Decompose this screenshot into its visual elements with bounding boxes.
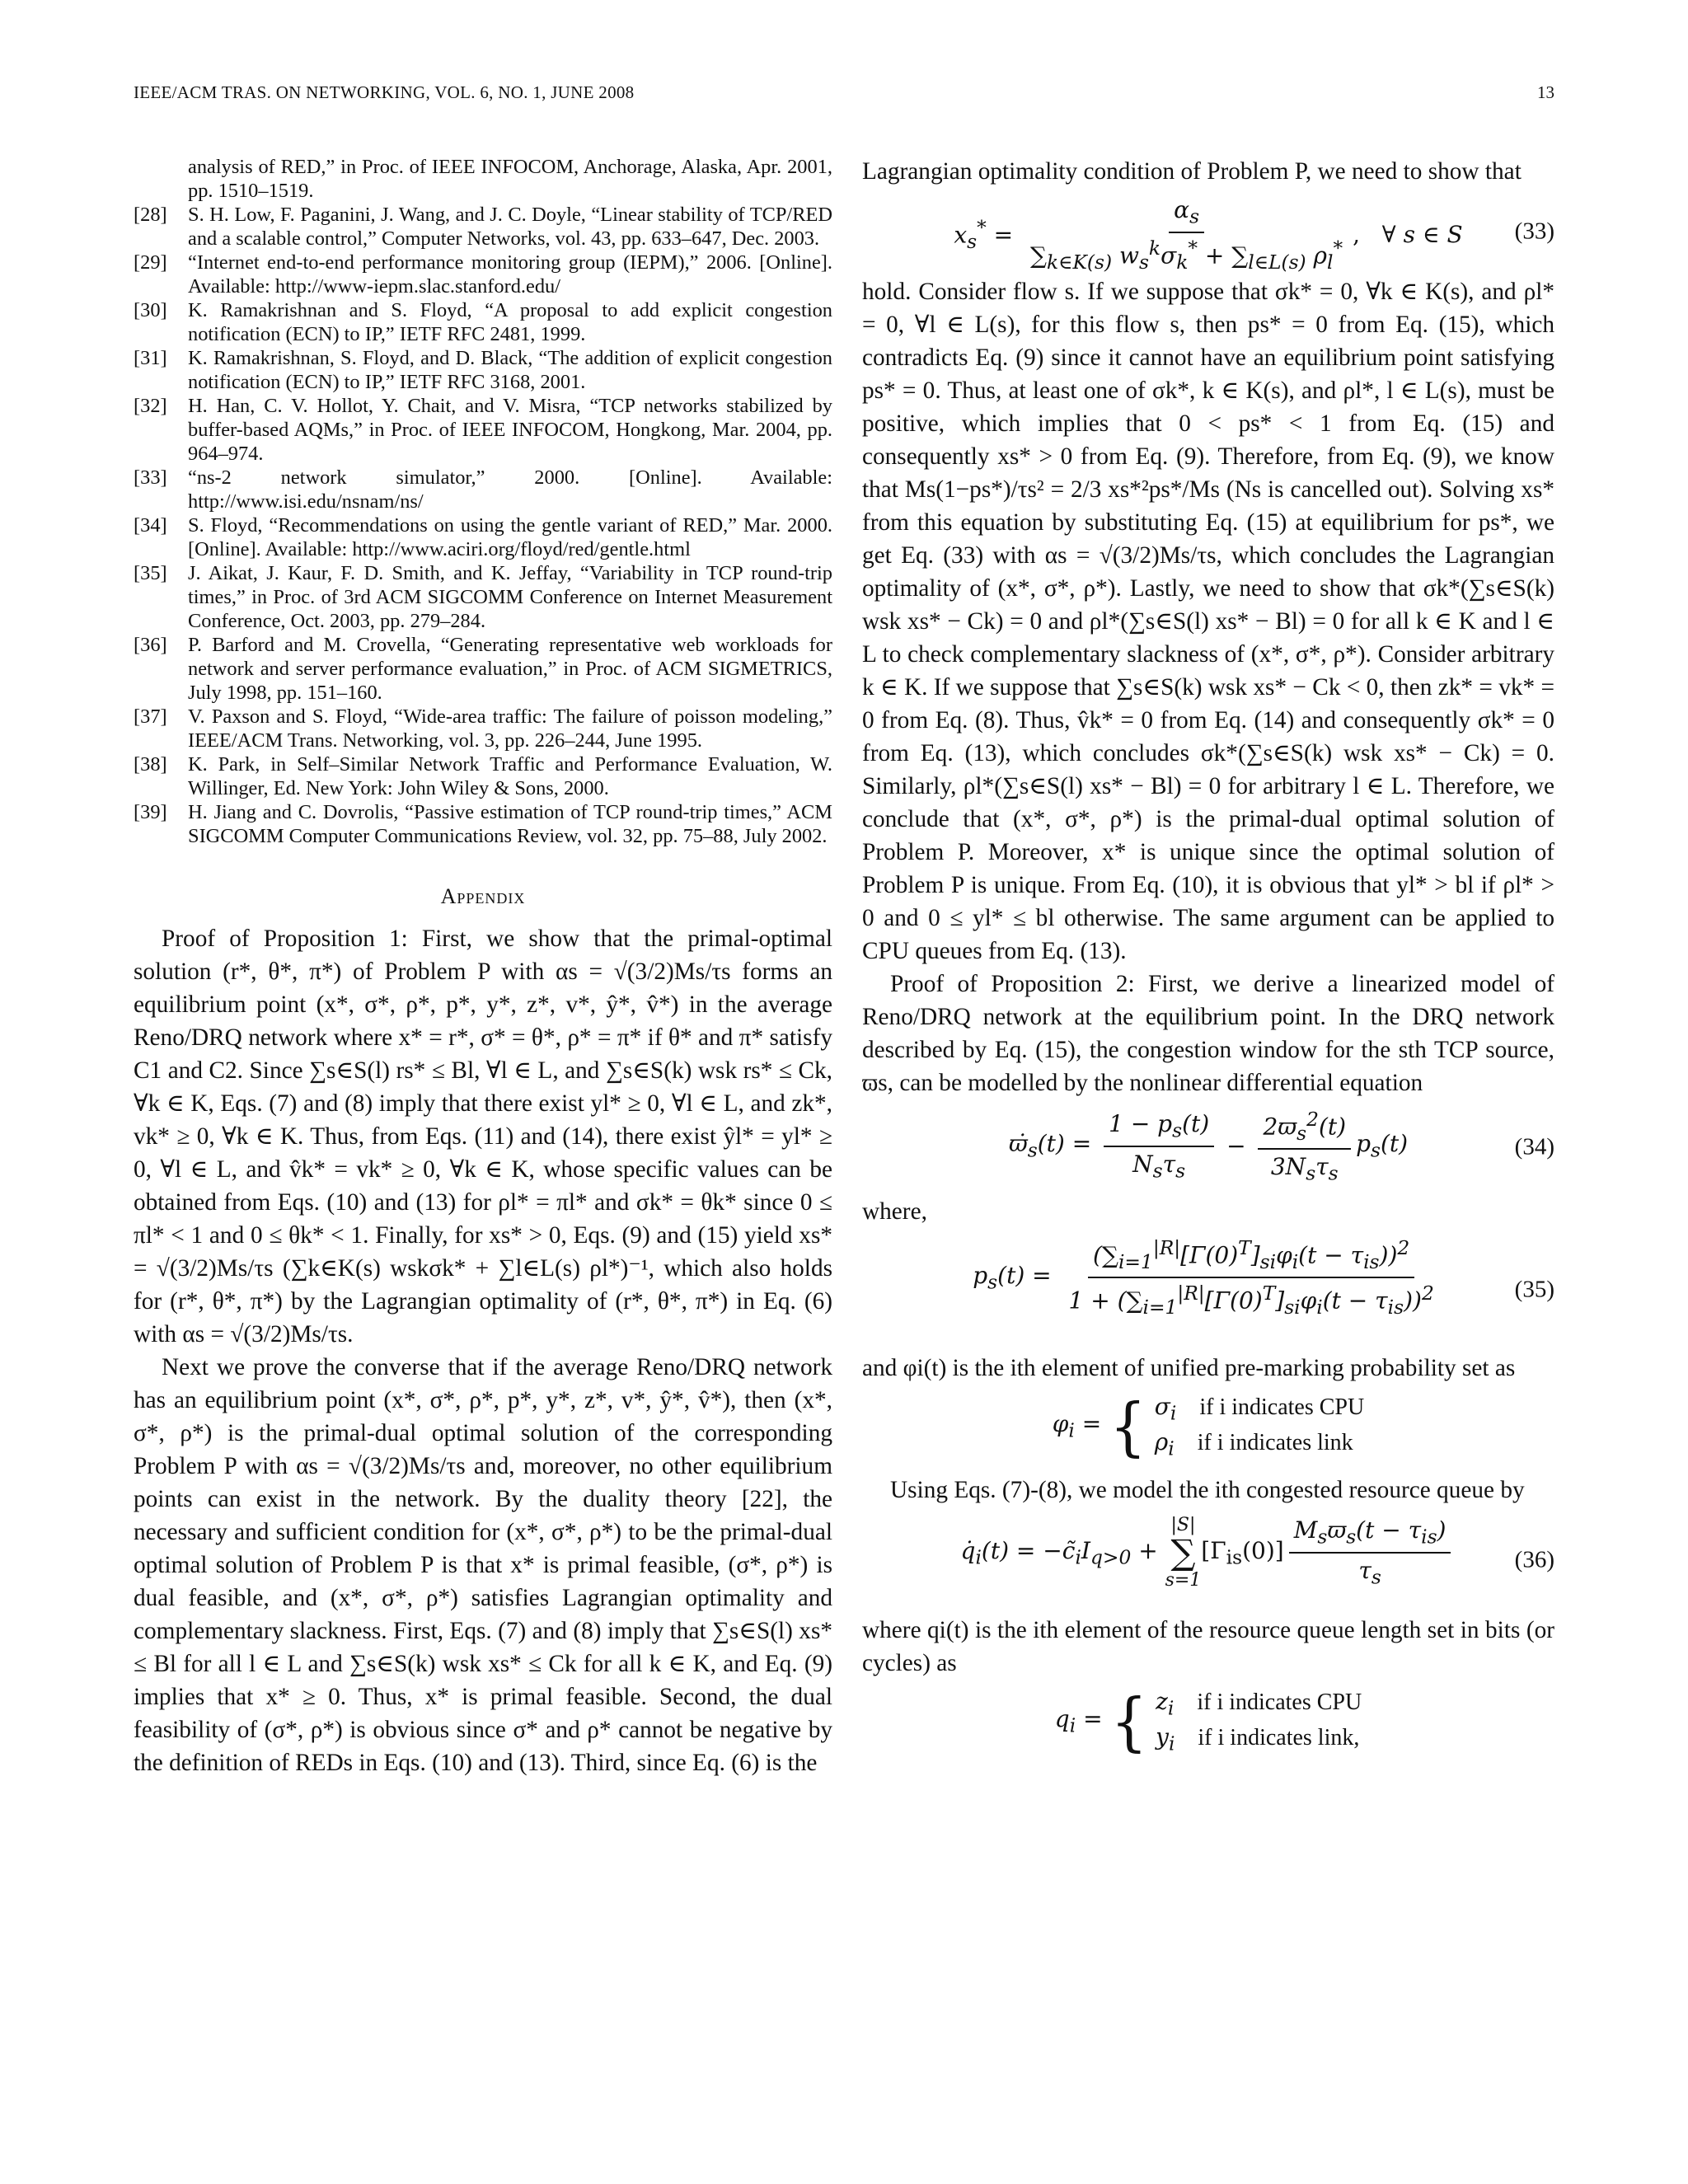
equation-33-body: $x_s^*$ = $\frac{\alpha_s}{\sum_{k\in K(s)} w_s^k\sigma_k^* + \sum_{l\in L(s)} \rho_l^*}$ , ∀ s ∈ S xyxy=(954,196,1463,274)
reference-item: analysis of RED,” in Proc. of IEEE INFOCOM, Anchorage, Alaska, Apr. 2001, pp. 1510–1519. xyxy=(188,156,832,202)
page-number: 13 xyxy=(1537,82,1554,102)
reference-item: [33] “ns-2 network simulator,” 2000. [Online]. Available: http://www.isi.edu/nsnam/ns/ xyxy=(134,466,832,513)
proof-1-paragraph: Proof of Proposition 1: First, we show that the primal-optimal solution (r*, θ*, π*) of Problem P with αs = √(3/2)Ms/τs forms an equilibrium point (x*, σ*, ρ*, p*, y*, z*, v*, ŷ*, v̂*) in the average Reno/DRQ network where x* = r*, σ* = θ*, ρ* = π* if θ* and π* satisfy C1 and C2. Since ∑s∈S(l) rs* ≤ Bl, ∀l ∈ L, and ∑s∈S(k) wsk rs* ≤ Ck, ∀k ∈ K, Eqs. (7) and (8) imply that there exist yl* ≥ 0, ∀l ∈ L, and zk*, vk* ≥ 0, ∀k ∈ K. Thus, from Eqs. (11) and (14), there exist ŷl* = yl* ≥ 0, ∀l ∈ L, and v̂k* = vk* ≥ 0, ∀k ∈ K, whose specific values can be obtained from Eqs. (10) and (13) for ρl* = πl* and σk* = θk* since 0 ≤ πl* < 1 and 0 ≤ θk* < 1. Finally, for xs* > 0, Eqs. (9) and (15) yield xs* = √(3/2)Ms/τs (∑k∈K(s) wskσk* + ∑l∈L(s) ρl*)⁻¹, which also holds for (r*, θ*, π*) by the Lagrangian optimality of (r*, θ*, π*) in Eq. (6) with αs = √(3/2)Ms/τs. xyxy=(134,926,832,1347)
equation-34-body: $ϖ̇_s(t)$ = $\frac{1 - p_s(t)}{N_s\tau_s}$ − $\frac{2ϖ_s^2(t)}{3N_s\tau_s}$ $p_s(t)$ xyxy=(1008,1108,1409,1185)
appendix-heading: Appendix xyxy=(440,884,526,908)
equation-34-number: (34) xyxy=(1514,1133,1554,1160)
reference-list xyxy=(134,155,832,848)
reference-item: [34] S. Floyd, “Recommendations on using the gentle variant of RED,” Mar. 2000. [Online]. Available: http://www.aciri.org/floyd/red/gentle.html xyxy=(134,514,832,560)
equation-35-body: $p_s(t)$ = $\frac{(\sum_{i=1}^{|R|}[\Gamma(0)^T]_{si}\varphi_i(t - \tau_{is}))^2}{1 + (\sum_{i=1}^{|R|}[\Gamma(0)^T]_{si}\varphi_i(t - \tau_{is}))^2}$ xyxy=(973,1236,1434,1319)
cases-q-body: $q_i$ = { $z_i$ if i indicates CPU $y_i$ if i indicates link, xyxy=(1054,1684,1362,1759)
queue-model-paragraph: Using Eqs. (7)-(8), we model the ith congested resource queue by xyxy=(890,1477,1525,1503)
case-phi-link: if i indicates link xyxy=(1197,1429,1353,1455)
case-phi-cpu: if i indicates CPU xyxy=(1199,1394,1365,1420)
reference-item: [29] “Internet end-to-end performance monitoring group (IEPM),” 2006. [Online]. Available: http://www-iepm.slac.stanford.edu/ xyxy=(134,251,832,298)
reference-item: [39] H. Jiang and C. Dovrolis, “Passive estimation of TCP round-trip times,” ACM SIGCOMM Computer Communications Review, vol. 32, pp. 75–88, July 2002. xyxy=(134,801,832,847)
cases-phi-body: $\varphi_i$ = { $\sigma_i$ if i indicates CPU $\rho_i$ if i indicates link xyxy=(1052,1389,1365,1464)
reference-item: [37] V. Paxson and S. Floyd, “Wide-area traffic: The failure of poisson modeling,” IEEE/ACM Trans. Networking, vol. 3, pp. 226–244, June 1995. xyxy=(134,705,832,752)
right-column xyxy=(862,155,1554,1765)
reference-item: [38] K. Park, in Self–Similar Network Traffic and Performance Evaluation, W. Willinger, Ed. New York: John Wiley & Sons, 2000. xyxy=(134,753,832,799)
where-label: where, xyxy=(862,1198,927,1225)
unified-marking-paragraph: and φi(t) is the ith element of unified pre-marking probability set as xyxy=(862,1355,1516,1381)
equation-33-number: (33) xyxy=(1514,218,1554,245)
equation-35 xyxy=(862,1236,1554,1343)
equation-33 xyxy=(862,196,1554,274)
cases-phi xyxy=(862,1389,1554,1464)
reference-item: [31] K. Ramakrishnan, S. Floyd, and D. Black, “The addition of explicit congestion notification (ECN) to IP,” IETF RFC 3168, 2001. xyxy=(134,347,832,393)
reference-item: [32] H. Han, C. V. Hollot, Y. Chait, and V. Misra, “TCP networks stabilized by buffer-based AQMs,” in Proc. of IEEE INFOCOM, Hongkong, Mar. 2004, pp. 964–974. xyxy=(134,395,832,465)
reference-item: [35] J. Aikat, J. Kaur, F. D. Smith, and K. Jeffay, “Variability in TCP round-trip times,” in Proc. of 3rd ACM SIGCOMM Conference on Internet Measurement Conference, Oct. 2003, pp. 279–284. xyxy=(134,562,832,632)
reference-item: [28] S. H. Low, F. Paganini, J. Wang, and J. C. Doyle, “Linear stability of TCP/RED and a scalable control,” Computer Networks, vol. 43, pp. 633–647, Dec. 2003. xyxy=(134,204,832,250)
equation-34 xyxy=(862,1108,1554,1187)
lagrangian-intro: Lagrangian optimality condition of Problem P, we need to show that xyxy=(862,158,1522,185)
equation-36-body: $q̇_i(t)$ = $-c̃_iI_{q>0}$ + |S| ∑ s=1 $[\Gamma_{is}(0)]$ $\frac{M_sϖ_s(t - \tau_{is})}{\tau_s}$ xyxy=(862,1515,1554,1591)
reference-item: [36] P. Barford and M. Crovella, “Generating representative web workloads for network and server performance evaluation,” in Proc. of ACM SIGMETRICS, July 1998, pp. 151–160. xyxy=(134,634,832,704)
equation-35-number: (35) xyxy=(1514,1276,1554,1303)
equation-36 xyxy=(862,1515,1554,1605)
left-column xyxy=(134,155,832,1779)
complementary-slackness-paragraph: hold. Consider flow s. If we suppose that σk* = 0, ∀k ∈ K(s), and ρl* = 0, ∀l ∈ L(s), for this flow s, then ps* = 0 from Eq. (15), which contradicts Eq. (9) since it cannot have an equilibrium point satisfying ps* = 0. Thus, at least one of σk*, k ∈ K(s), and ρl*, l ∈ L(s), must be positive, which implies that 0 < ps* < 1 from Eq. (15) and consequently xs* > 0 from Eq. (9). Therefore, from Eq. (9), we know that Ms(1−ps*)/τs² = 2/3 xs*²ps*/Ms (Ns is cancelled out). Solving xs* from this equation by substituting Eq. (15) at equilibrium for ps*, we get Eq. (33) with αs = √(3/2)Ms/τs, which concludes the Lagrangian optimality of (x*, σ*, ρ*). Lastly, we need to show that σk*(∑s∈S(k) wsk xs* − Ck) = 0 and ρl*(∑s∈S(l) xs* − Bl) = 0 for all k ∈ K and l ∈ L to check complementary slackness of (x*, σ*, ρ*). Consider arbitrary k ∈ K. If we suppose that ∑s∈S(k) wsk xs* − Ck < 0, then zk* = vk* = 0 from Eq. (8). Thus, v̂k* = 0 from Eq. (14) and consequently σk* = 0 from Eq. (13), which concludes σk*(∑s∈S(k) wsk xs* − Ck) = 0. Similarly, ρl*(∑s∈S(l) xs* − Bl) = 0 for arbitrary l ∈ L. Therefore, we conclude that (x*, σ*, ρ*) is the primal-dual optimal solution of Problem P. Moreover, x* is unique since the optimal solution of Problem P is unique. From Eq. (10), it is obvious that yl* > bl if ρl* > 0 and 0 ≤ yl* ≤ bl otherwise. The same argument can be applied to CPU queues from Eq. (13). xyxy=(862,279,1554,964)
case-q-cpu: if i indicates CPU xyxy=(1197,1690,1362,1715)
proof-2-paragraph: Proof of Proposition 2: First, we derive a linearized model of Reno/DRQ network at the equilibrium point. In the DRQ network described by Eq. (15), the congestion window for the sth TCP source, ϖs, can be modelled by the nonlinear differential equation xyxy=(862,971,1554,1096)
queue-length-paragraph: where qi(t) is the ith element of the resource queue length set in bits (or cycles) as xyxy=(862,1617,1554,1676)
running-header: IEEE/ACM TRAS. ON NETWORKING, VOL. 6, NO. 1, JUNE 2008 xyxy=(134,82,635,102)
converse-paragraph: Next we prove the converse that if the average Reno/DRQ network has an equilibrium point (x*, σ*, ρ*, p*, y*, z*, v*, ŷ*, v̂*), then (x*, σ*, ρ*) is the primal-dual optimal solution of the corresponding Problem P with αs = √(3/2)Ms/τs and, moreover, no other equilibrium points can exist in the network. By the duality theory [22], the necessary and sufficient condition for (x*, σ*, ρ*) to be the primal-dual optimal solution of Problem P is that x* is primal feasible, (σ*, ρ*) is dual feasible, and (x*, σ*, ρ*) satisfies Lagrangian optimality and complementary slackness. First, Eqs. (7) and (8) imply that ∑s∈S(l) xs* ≤ Bl for all l ∈ L and ∑s∈S(k) wsk xs* ≤ Ck for all k ∈ K, and Eq. (9) implies that x* ≥ 0. Thus, x* is primal feasible. Second, the dual feasibility of (σ*, ρ*) is obvious since σ* and ρ* cannot be negative by the definition of REDs in Eqs. (10) and (13). Third, since Eq. (6) is the xyxy=(134,1354,832,1776)
equation-36-number: (36) xyxy=(1514,1546,1554,1573)
case-q-link: if i indicates link, xyxy=(1198,1724,1360,1750)
reference-item: [30] K. Ramakrishnan and S. Floyd, “A proposal to add explicit congestion notification (ECN) to IP,” IETF RFC 2481, 1999. xyxy=(134,299,832,345)
cases-q xyxy=(862,1684,1554,1759)
